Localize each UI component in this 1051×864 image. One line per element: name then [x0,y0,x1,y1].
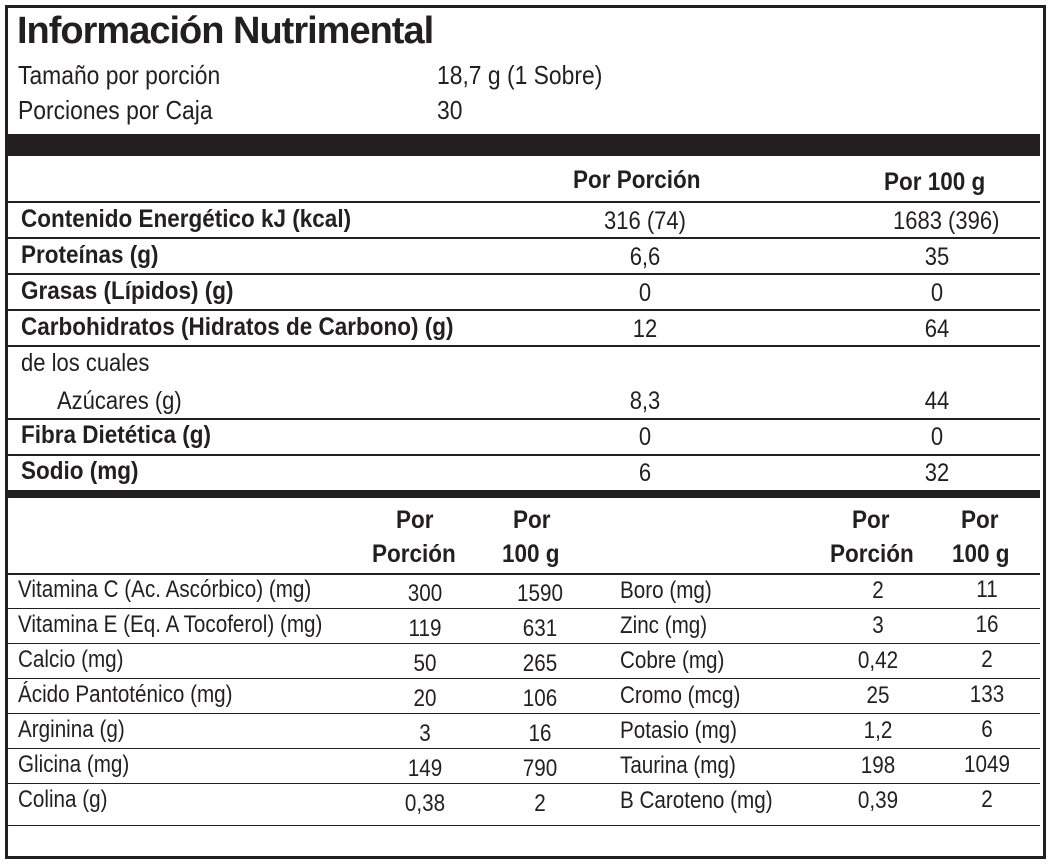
micro-per-serving-value: 149 [407,755,443,782]
micro-per-100g-value: 1049 [964,751,1010,778]
per-100g-value: 0 [930,279,944,307]
nutrient-label: Grasas (Lípidos) (g) [21,277,234,305]
divider [8,713,1040,714]
micro-per-100g-value: 2 [534,790,546,817]
micro-nutrient-label: B Caroteno (mg) [620,787,773,814]
divider [8,608,1040,609]
micro-nutrient-label: Calcio (mg) [18,646,124,673]
macro-header-per-serving: Por Porción [573,166,701,194]
micro-per-100g-value: 790 [522,755,558,782]
per-100g-value: 32 [924,459,950,487]
servings-per-box-label: Porciones por Caja [18,95,213,125]
micro-per-100g-value: 2 [981,646,993,673]
micro-per-serving-value: 198 [860,752,896,779]
micro-header-right-por100-b: 100 g [952,540,1010,568]
micro-header-left-por100-b: 100 g [502,540,560,568]
thick-divider [8,134,1040,156]
per-serving-value: 0 [638,423,652,451]
divider [8,201,1040,203]
micro-nutrient-label: Colina (g) [18,786,108,813]
micro-per-serving-value: 20 [413,685,437,712]
divider [8,643,1040,644]
divider [8,678,1040,679]
macro-header-per-100g: Por 100 g [884,168,986,196]
per-100g-value: 44 [924,387,950,415]
divider [8,309,1040,311]
micro-nutrient-label: Taurina (mg) [620,752,736,779]
micro-header-left-porcion: Porción [372,540,456,568]
micro-per-100g-value: 106 [522,685,558,712]
per-serving-value: 6,6 [629,243,661,271]
per-100g-value: 1683 (396) [893,207,1000,235]
per-100g-value: 64 [924,315,950,343]
divider [8,748,1040,749]
micro-nutrient-label: Ácido Pantoténico (mg) [18,681,233,708]
micro-header-left-por100-a: Por [513,506,551,534]
per-serving-value: 0 [638,279,652,307]
nutrient-label: Azúcares (g) [57,387,182,415]
divider [8,237,1040,239]
micro-header-right-por: Por [852,506,890,534]
micro-per-serving-value: 0,39 [857,787,899,814]
per-serving-value: 316 (74) [604,207,686,235]
micro-per-100g-value: 16 [528,720,552,747]
micro-per-serving-value: 25 [866,682,890,709]
micro-per-serving-value: 2 [872,577,884,604]
micro-per-serving-value: 1,2 [863,717,893,744]
micro-nutrient-label: Boro (mg) [620,577,712,604]
per-100g-value: 0 [930,423,944,451]
divider [8,418,1040,420]
nutrient-label: Proteínas (g) [21,241,159,269]
servings-per-box-value: 30 [437,95,463,125]
micro-per-100g-value: 631 [522,615,558,642]
micro-nutrient-label: Arginina (g) [18,716,125,743]
per-serving-value: 12 [632,315,658,343]
micro-per-100g-value: 11 [976,576,998,603]
micro-nutrient-label: Zinc (mg) [620,612,708,639]
nutrient-label: Contenido Energético kJ (kcal) [21,205,352,233]
of-which-label: de los cuales [21,349,150,377]
micro-header-right-porcion: Porción [830,540,914,568]
label-title: Información Nutrimental [17,10,434,52]
micro-per-100g-value: 2 [981,786,993,813]
micro-per-serving-value: 0,38 [404,790,446,817]
serving-size-value: 18,7 g (1 Sobre) [437,60,603,90]
micro-per-100g-value: 265 [522,650,558,677]
micro-header-left-por: Por [396,506,434,534]
micro-nutrient-label: Glicina (mg) [18,751,130,778]
micro-per-serving-value: 0,42 [857,647,899,674]
per-serving-value: 6 [638,459,652,487]
divider [8,345,1040,347]
micro-per-serving-value: 3 [872,612,884,639]
divider [8,825,1040,826]
micro-nutrient-label: Cromo (mcg) [620,682,741,709]
micro-nutrient-label: Potasio (mg) [620,717,738,744]
micro-header-right-por100-a: Por [961,506,999,534]
micro-per-serving-value: 3 [419,720,431,747]
micro-nutrient-label: Cobre (mg) [620,647,725,674]
nutrient-label: Carbohidratos (Hidratos de Carbono) (g) [21,313,454,341]
micro-nutrient-label: Vitamina C (Ac. Ascórbico) (mg) [18,576,312,603]
nutrient-label: Sodio (mg) [21,457,139,485]
micro-per-serving-value: 50 [413,650,437,677]
micro-per-100g-value: 16 [975,611,999,638]
divider [8,454,1040,456]
divider [8,273,1040,275]
serving-size-label: Tamaño por porción [18,60,221,90]
per-serving-value: 8,3 [629,387,661,415]
divider [8,573,1040,575]
micro-nutrient-label: Vitamina E (Eq. A Tocoferol) (mg) [18,611,323,638]
nutrient-label: Fibra Dietética (g) [21,421,212,449]
divider [8,783,1040,784]
micro-per-serving-value: 300 [407,580,443,607]
micro-per-100g-value: 1590 [517,580,563,607]
per-100g-value: 35 [924,243,950,271]
micro-per-100g-value: 6 [981,716,993,743]
micro-per-serving-value: 119 [408,615,442,642]
mid-divider [8,490,1040,498]
micro-per-100g-value: 133 [969,681,1005,708]
